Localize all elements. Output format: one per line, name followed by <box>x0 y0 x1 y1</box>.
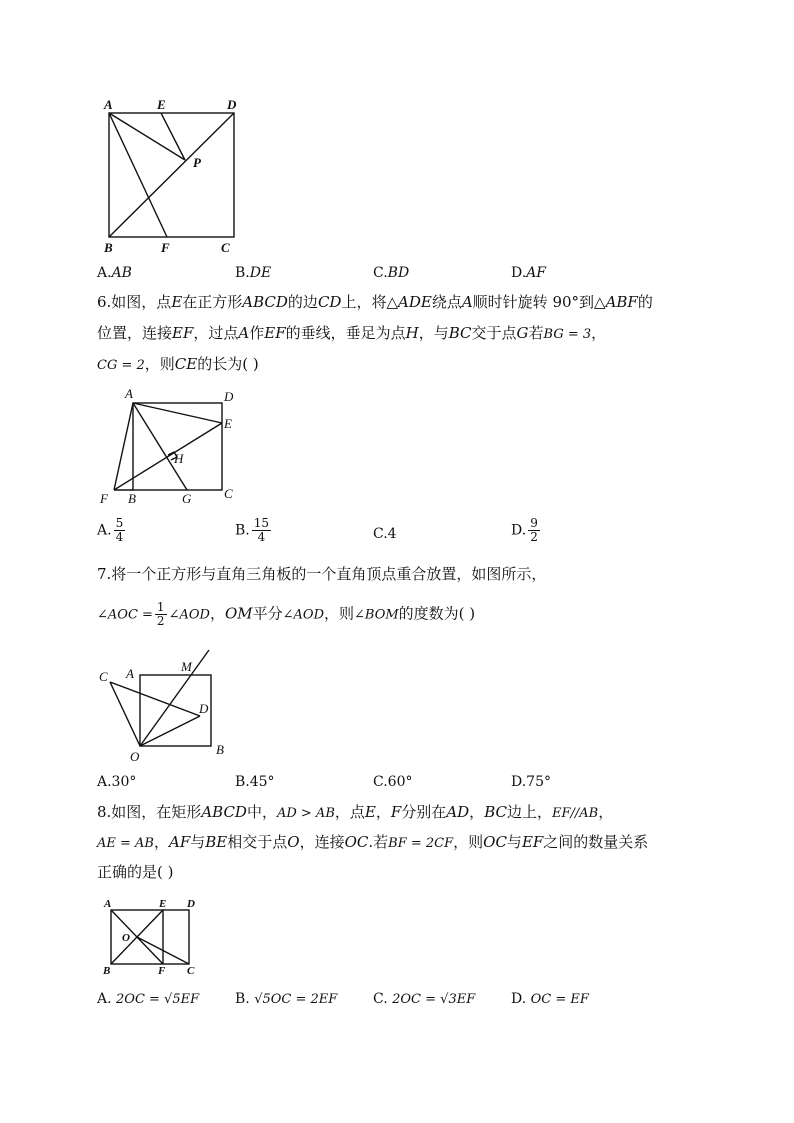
label-b: B <box>216 742 224 757</box>
q7-line-1: 7.将一个正方形与直角三角板的一个直角顶点重合放置，如图所示， <box>97 565 547 583</box>
figure-q5 <box>95 95 255 260</box>
option-letter: C. <box>373 991 388 1007</box>
segment-ag <box>133 403 187 490</box>
option-letter: B. <box>235 265 250 281</box>
q8-option-a[interactable] <box>97 990 199 1009</box>
label-a: A <box>125 386 133 401</box>
option-expression: 2OC = √3EF <box>392 992 476 1007</box>
label-f: F <box>100 491 108 506</box>
label-a: A <box>104 97 113 112</box>
label-p: P <box>193 155 201 170</box>
label-d: D <box>199 701 209 716</box>
square-abcd <box>133 403 222 490</box>
option-letter: B. <box>235 991 250 1007</box>
q8-line-2: AE = AB，AF与BE相交于点O，连接OC.若BF = 2CF，则OC与EF之间的数量关系 <box>97 833 649 851</box>
option-value: BD <box>387 265 410 281</box>
option-text: B.45° <box>235 774 275 790</box>
q6-line-3: CG = 2，则CE的长为( ) <box>97 355 259 373</box>
label-a: A <box>126 666 134 681</box>
q5-option-b[interactable] <box>235 264 271 282</box>
ray-om <box>140 650 209 746</box>
label-d: D <box>187 898 195 910</box>
q6-option-b[interactable] <box>235 517 273 544</box>
label-o: O <box>122 932 130 944</box>
option-expression: 2OC = √5EF <box>116 992 200 1007</box>
option-expression: √5OC = 2EF <box>254 992 338 1007</box>
label-c: C <box>224 486 233 501</box>
label-e: E <box>224 416 232 431</box>
option-letter: D. <box>511 991 527 1007</box>
label-o: O <box>130 749 140 764</box>
q7-option-c[interactable] <box>373 773 412 791</box>
label-e: E <box>157 97 166 112</box>
label-b: B <box>128 491 136 506</box>
option-expression: OC = EF <box>530 992 589 1007</box>
label-f: F <box>161 240 170 255</box>
q6-line-1: 6.如图，点E在正方形ABCD的边CD上，将△ADE绕点A顺时针旋转 90°到△ABF的 <box>97 293 653 311</box>
label-m: M <box>181 659 192 674</box>
q7-line-2: ∠AOC = $\frac{1}{2}$ ∠AOD，OM平分∠AOD，则∠BOM的度数为( ) <box>97 600 476 628</box>
q8-option-b[interactable] <box>235 990 337 1009</box>
fraction: $\frac{15}{4}$ <box>253 516 270 544</box>
q5-option-c[interactable] <box>373 264 409 282</box>
q8-line-1: 8.如图，在矩形ABCD中，AD > AB，点E，F分别在AD，BC边上，EF//AB， <box>97 803 614 821</box>
option-value: DE <box>249 265 272 281</box>
label-e: E <box>159 898 167 910</box>
option-letter: D. <box>511 265 527 281</box>
q6-option-a[interactable] <box>97 517 127 544</box>
option-letter: B. <box>235 522 250 539</box>
q8-line-3: 正确的是( ) <box>97 863 174 881</box>
option-text: A.30° <box>97 774 137 790</box>
segment-od <box>140 716 200 746</box>
label-h: H <box>174 451 184 466</box>
label-c: C <box>221 240 230 255</box>
option-text: C.60° <box>373 774 413 790</box>
option-text: D.75° <box>511 774 551 790</box>
option-letter: C. <box>373 265 388 281</box>
fraction-half: $\frac{1}{2}$ <box>156 600 165 628</box>
option-value: AB <box>111 265 132 281</box>
q6-option-c[interactable] <box>373 525 397 543</box>
segment-bd <box>109 113 234 237</box>
label-d: D <box>224 389 234 404</box>
q5-option-a[interactable] <box>97 264 132 282</box>
q5-option-d[interactable] <box>511 264 546 282</box>
fraction: $\frac{5}{4}$ <box>115 516 124 544</box>
option-letter: A. <box>97 522 112 539</box>
q6-option-d[interactable] <box>511 517 542 544</box>
figure-q7 <box>92 645 242 765</box>
label-c: C <box>187 965 195 977</box>
label-g: G <box>182 491 192 506</box>
label-a: A <box>104 898 112 910</box>
option-letter: A. <box>97 265 112 281</box>
label-c: C <box>99 669 108 684</box>
fraction: $\frac{9}{2}$ <box>530 516 538 544</box>
segment-ae <box>133 403 222 423</box>
option-letter: D. <box>511 522 527 539</box>
option-text: C.4 <box>373 526 397 542</box>
label-f: F <box>158 965 166 977</box>
label-d: D <box>227 97 237 112</box>
figure-q8 <box>95 895 210 977</box>
q7-option-d[interactable] <box>511 773 551 791</box>
label-b: B <box>103 965 111 977</box>
segment-fe <box>114 423 222 490</box>
q8-option-c[interactable] <box>373 990 475 1009</box>
q7-option-a[interactable] <box>97 773 136 791</box>
segment-af <box>114 403 133 490</box>
option-value: AF <box>526 265 547 281</box>
q7-option-b[interactable] <box>235 773 275 791</box>
label-b: B <box>104 240 113 255</box>
q6-line-2: 位置，连接EF，过点A作EF的垂线，垂足为点H，与BC交于点G若BG = 3， <box>97 324 607 342</box>
q8-option-d[interactable] <box>511 990 589 1009</box>
figure-q6 <box>92 385 242 510</box>
option-letter: A. <box>97 991 112 1007</box>
